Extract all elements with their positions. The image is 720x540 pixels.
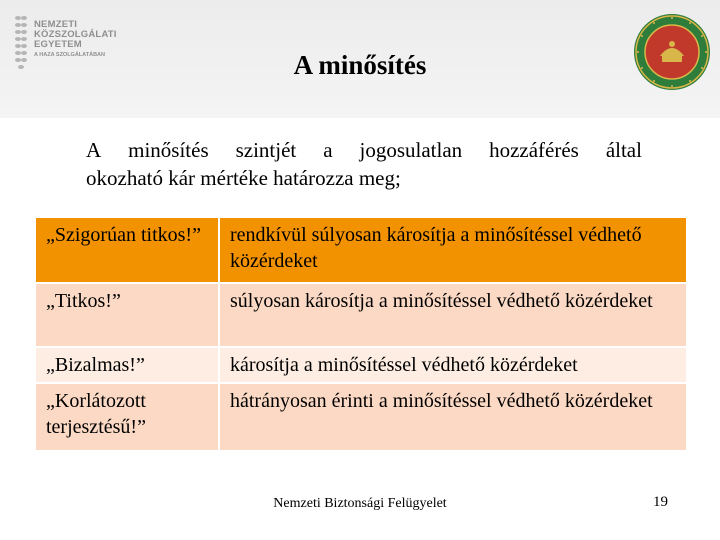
footer-text: Nemzeti Biztonsági Felügyelet bbox=[273, 496, 447, 511]
table-row bbox=[36, 284, 686, 348]
table-row bbox=[36, 348, 686, 384]
classification-level: „Szigorúan titkos!” bbox=[46, 224, 201, 246]
intro-paragraph bbox=[86, 136, 642, 192]
logo-line-3: EGYETEM bbox=[34, 39, 82, 50]
intro-line-1 bbox=[86, 136, 642, 164]
classification-description: károsítja a minősítéssel védhető közérdeket bbox=[218, 348, 686, 382]
intro-word: a bbox=[323, 138, 333, 162]
logo-line-4: A HAZA SZOLGÁLATÁBAN bbox=[34, 52, 105, 58]
intro-word: hozzáférés bbox=[489, 138, 579, 162]
intro-line-2: okozható kár mértéke határozza meg; bbox=[86, 166, 401, 190]
classification-level: „Titkos!” bbox=[46, 290, 121, 312]
classification-level: „Bizalmas!” bbox=[46, 354, 145, 376]
slide-header bbox=[0, 0, 720, 118]
intro-word: által bbox=[605, 138, 642, 162]
table-row bbox=[36, 384, 686, 450]
classification-description: hátrányosan érinti a minősítéssel védhető közérdeket bbox=[218, 384, 686, 450]
intro-word: szintjét bbox=[235, 138, 297, 162]
slide-title: A minősítés bbox=[293, 50, 427, 80]
intro-word: jogosulatlan bbox=[359, 138, 463, 162]
official-seal-icon bbox=[632, 12, 712, 92]
intro-word: A bbox=[86, 138, 102, 162]
page-number: 19 bbox=[653, 494, 668, 510]
intro-word: minősítés bbox=[128, 138, 209, 162]
table-row bbox=[36, 218, 686, 284]
logo-line-2: KÖZSZOLGÁLATI bbox=[34, 29, 117, 40]
classification-level: „Korlátozott terjesztésű!” bbox=[46, 390, 146, 438]
classification-description: súlyosan károsítja a minősítéssel védhető közérdeket bbox=[218, 284, 686, 346]
logo-line-1: NEMZETI bbox=[34, 19, 78, 30]
classification-description: rendkívül súlyosan károsítja a minősítéssel védhető közérdeket bbox=[218, 218, 686, 282]
